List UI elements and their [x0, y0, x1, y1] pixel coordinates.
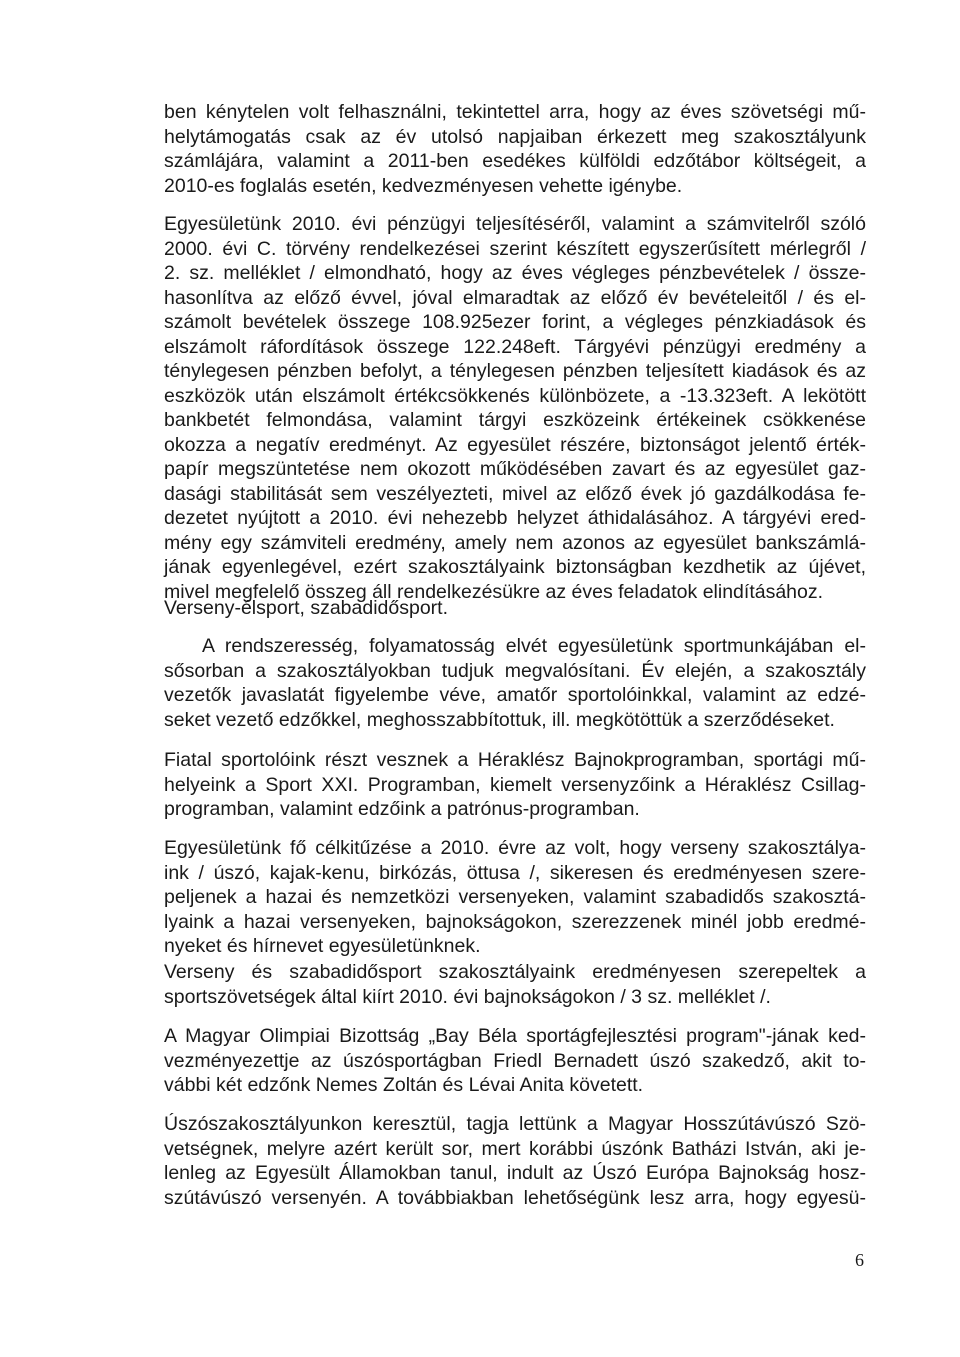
paragraph	[164, 596, 866, 621]
text-line: vetségnek, melyre azért került sor, mert korábbi úszónk Batházi István, aki je-	[164, 1137, 866, 1160]
text-line: 2010-es foglalás esetén, kedvezményesen vehette igénybe.	[164, 174, 683, 197]
text-line: vábbi két edzőnk Nemes Zoltán és Lévai Anita követett.	[164, 1074, 644, 1096]
text-line: elszámolt ráfordítások összege 122.248eft. Tárgyévi pénzügyi eredmény a	[164, 335, 866, 358]
text-line: Úszószakosztályunkon keresztül, tagja lettünk a Magyar Hosszútávúszó Szö-	[164, 1113, 866, 1135]
paragraph	[164, 960, 866, 1009]
text-line: 2000. évi C. törvény rendelkezései szerint készített egyszerűsített mérlegről /	[164, 237, 866, 260]
text-line: vezményezettje az úszósportágban Friedl Bernadett úszó szakedző, akit to-	[164, 1049, 866, 1072]
text-line: sősorban a szakosztályokban tudjuk megvalósítani. Év elején, a szakosztály	[164, 659, 866, 682]
text-line: lenleg az Egyesült Államokban tanul, indult az Úszó Európa Bajnokság hosz-	[164, 1162, 866, 1184]
text-line: vezetők javaslatát figyelembe véve, amatőr sportolóinkkal, valamint az edzé-	[164, 684, 866, 706]
text-line: hasonlítva az előző évvel, jóval elmaradtak az előző év bevételeitől / és el-	[164, 286, 866, 309]
text-line: 2. sz. melléklet / elmondható, hogy az éves végleges pénzbevételek / össze-	[164, 262, 866, 284]
text-line: ink / úszó, kajak-kenu, birkózás, öttusa /, sikeresen és eredményesen szere-	[164, 861, 866, 884]
text-line: peljenek a hazai és nemzetközi versenyeken, valamint szabadidős szakosztá-	[164, 886, 866, 908]
text-line: ben kénytelen volt felhasználni, tekintettel arra, hogy az éves szövetségi mű-	[164, 101, 866, 123]
text-line: jának egyenlegével, ezért szakosztályaink biztonságban kezdhetik az újévet,	[164, 556, 866, 578]
text-line: okozza a negatív eredményt. Az egyesület részére, biztonságot jelentő érték-	[164, 433, 866, 456]
paragraph	[164, 748, 866, 822]
paragraph	[164, 212, 866, 604]
text-line: nyeket és hírnevet egyesületünknek.	[164, 935, 481, 957]
text-line: helytámogatás csak az év utolsó napjaiban érkezett meg szakosztályunk	[164, 125, 866, 148]
paragraph	[164, 1024, 866, 1098]
text-line: Egyesületünk 2010. évi pénzügyi teljesítéséről, valamint a számvitelről szóló	[164, 213, 866, 235]
text-line: mivel megfelelő összeg áll rendelkezésükre az éves feladatok elindításához.	[164, 580, 824, 603]
text-line: szútávúszó versenyén. A továbbiakban lehetőségünk lesz arra, hogy egyesü-	[164, 1186, 866, 1209]
text-line: seket vezető edzőkkel, meghosszabbítottuk, ill. megkötöttük a szerződéseket.	[164, 708, 835, 731]
text-line: mény egy számviteli eredmény, amely nem azonos az egyesület bankszámlá-	[164, 531, 866, 554]
text-line: helyeink a Sport XXI. Programban, kiemelt versenyzőink a Héraklész Csillag-	[164, 773, 866, 796]
text-line: Verseny-élsport, szabadidősport.	[164, 597, 448, 619]
paragraph	[164, 1112, 866, 1210]
paragraph	[164, 634, 866, 732]
text-line: papír megszüntetése nem okozott működésében zavart és az egyesület gaz-	[164, 458, 866, 480]
text-line: eszközök után elszámolt értékcsökkenés különbözete, a -13.323eft. A lekötött	[164, 384, 866, 407]
text-line: Fiatal sportolóink részt vesznek a Héraklész Bajnokprogramban, sportági mű-	[164, 749, 866, 771]
text-line: bankbetét felmondása, valamint tárgyi eszközeink értékeinek csökkenése	[164, 409, 866, 431]
text-line: dezetet nyújtott a 2010. évi nehezebb helyzet áthidalásához. A tárgyévi ered-	[164, 507, 866, 529]
text-line: Verseny és szabadidősport szakosztályaink eredményesen szerepeltek a	[164, 961, 866, 983]
text-line: sportszövetségek által kiírt 2010. évi bajnokságokon / 3 sz. melléklet /.	[164, 985, 771, 1008]
text-line: A rendszeresség, folyamatosság elvét egyesületünk sportmunkájában el-	[202, 635, 866, 657]
page-number: 6	[855, 1250, 864, 1270]
paragraph	[164, 100, 866, 198]
text-line: programban, valamint edzőink a patrónus-programban.	[164, 798, 640, 820]
text-line: A Magyar Olimpiai Bizottság „Bay Béla sportágfejlesztési program"-jának ked-	[164, 1025, 866, 1047]
paragraph	[164, 836, 866, 959]
text-line: számlájára, valamint a 2011-ben esedékes külföldi edzőtábor költségeit, a	[164, 150, 866, 172]
text-line: ténylegesen pénzben befolyt, a ténylegesen pénzben teljesített kiadások és az	[164, 360, 866, 382]
text-line: dasági stabilitását sem veszélyezteti, mivel az előző évek jó gazdálkodása fe-	[164, 482, 866, 505]
text-line: számolt bevételek összege 108.925ezer forint, a végleges pénzkiadások és	[164, 311, 866, 333]
text-line: Egyesületünk fő célkitűzése a 2010. évre az volt, hogy verseny szakosztálya-	[164, 837, 866, 859]
text-line: lyaink a hazai versenyeken, bajnokságokon, szerezzenek minél jobb eredmé-	[164, 910, 866, 933]
